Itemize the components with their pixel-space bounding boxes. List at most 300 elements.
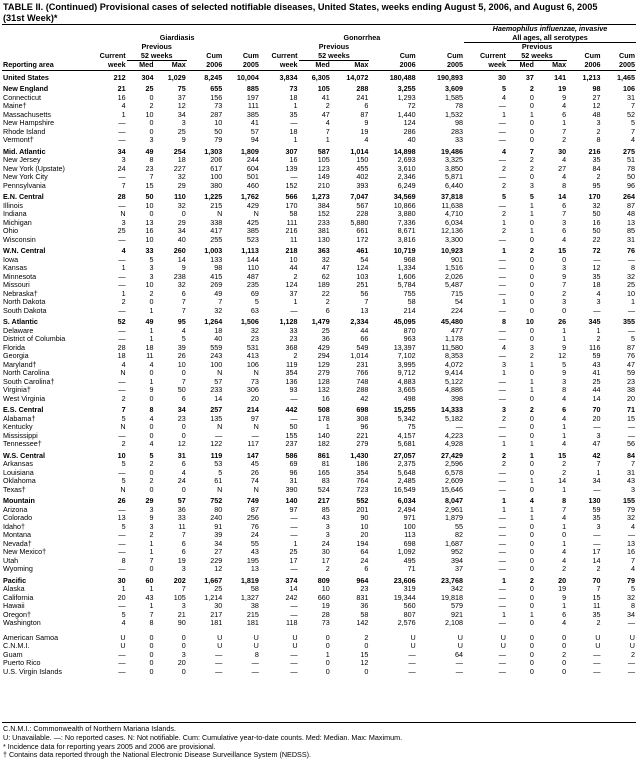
value-cell: 72 bbox=[407, 102, 416, 110]
value-cell: 0 bbox=[149, 485, 154, 494]
value-cell: 0 bbox=[529, 264, 534, 272]
value-cell: 2 bbox=[596, 619, 601, 627]
value-cell: 5 bbox=[501, 84, 506, 93]
value-cell: 34 bbox=[177, 227, 186, 235]
value-cell: 19 bbox=[177, 556, 186, 565]
value-cell: 3 bbox=[529, 343, 534, 352]
value-cell: — bbox=[290, 306, 298, 315]
value-cell: 14 bbox=[289, 585, 298, 593]
value-cell: 549 bbox=[356, 343, 369, 352]
value-cell: 10 bbox=[145, 201, 154, 210]
value-cell: 20 bbox=[360, 531, 369, 539]
value-cell: 54 bbox=[454, 298, 463, 306]
value-cell: 19,486 bbox=[441, 146, 463, 156]
value-cell: 4,710 bbox=[444, 210, 463, 218]
table-row bbox=[2, 494, 636, 506]
value-cell: 25 bbox=[145, 84, 154, 93]
value-cell: 75 bbox=[407, 423, 416, 431]
value-cell: 18 bbox=[289, 93, 298, 102]
value-cell: 243 bbox=[210, 352, 223, 360]
table-row bbox=[2, 298, 636, 307]
value-cell: 7 bbox=[121, 405, 126, 414]
med-label: Med bbox=[299, 61, 331, 71]
value-cell: 117 bbox=[247, 440, 259, 448]
value-cell: 1 bbox=[293, 102, 298, 110]
value-cell: 1,585 bbox=[444, 93, 463, 102]
table-row bbox=[2, 335, 636, 344]
value-cell: 579 bbox=[450, 602, 463, 610]
value-cell: 4 bbox=[529, 496, 534, 505]
value-cell: — bbox=[118, 326, 126, 335]
value-cell: 1 bbox=[562, 602, 567, 610]
value-cell: 1 bbox=[501, 246, 506, 255]
value-cell: 260 bbox=[173, 246, 186, 255]
value-cell: 2 bbox=[121, 440, 126, 448]
value-cell: 4 bbox=[501, 93, 506, 102]
value-cell: 587 bbox=[317, 146, 330, 156]
value-cell: U bbox=[292, 632, 298, 642]
value-cell: 2 bbox=[501, 227, 506, 235]
value-cell: 23 bbox=[627, 377, 635, 386]
value-cell: — bbox=[290, 667, 298, 676]
table-row bbox=[2, 352, 636, 361]
value-cell: 45 bbox=[250, 460, 259, 468]
value-cell: 1,303 bbox=[204, 146, 223, 156]
value-cell: 8,245 bbox=[204, 72, 223, 82]
value-cell: 1 bbox=[529, 386, 534, 394]
value-cell: 124 bbox=[403, 119, 416, 127]
value-cell: 0 bbox=[562, 306, 567, 315]
value-cell: 6 bbox=[562, 110, 567, 119]
value-cell: 34 bbox=[592, 477, 601, 485]
value-cell: 12 bbox=[558, 352, 567, 360]
value-cell: N bbox=[253, 369, 259, 377]
value-cell: 4,072 bbox=[444, 360, 463, 369]
value-cell: 1 bbox=[562, 431, 567, 440]
value-cell: 244 bbox=[246, 156, 259, 164]
value-cell: 1 bbox=[562, 485, 567, 494]
table-row bbox=[2, 628, 636, 643]
value-cell: — bbox=[290, 602, 298, 610]
value-cell: 5 bbox=[254, 298, 259, 306]
value-cell: — bbox=[118, 235, 126, 244]
value-cell: 0 bbox=[562, 642, 567, 650]
value-cell: — bbox=[118, 650, 126, 659]
value-cell: 16 bbox=[289, 156, 298, 164]
value-cell: — bbox=[498, 377, 506, 386]
value-cell: 1 bbox=[149, 539, 154, 548]
table-row bbox=[2, 557, 636, 566]
group-haemophilus bbox=[464, 25, 636, 34]
reporting-area-cell: Idaho† bbox=[3, 522, 25, 531]
value-cell: 128 bbox=[317, 377, 330, 386]
value-cell: 41 bbox=[592, 369, 601, 377]
value-cell: 287 bbox=[210, 110, 223, 119]
reporting-area-cell: New Hampshire bbox=[3, 119, 55, 127]
value-cell: — bbox=[627, 659, 635, 667]
value-cell: 3 bbox=[149, 505, 154, 514]
value-cell: 2 bbox=[631, 650, 635, 659]
value-cell: 384 bbox=[317, 201, 330, 210]
value-cell: 23 bbox=[145, 164, 154, 173]
value-cell: 152 bbox=[317, 210, 330, 218]
value-cell: — bbox=[118, 602, 126, 610]
value-cell: — bbox=[498, 127, 506, 136]
value-cell: 34,569 bbox=[393, 192, 416, 201]
value-cell: 30 bbox=[558, 146, 567, 156]
reporting-area-cell: Washington bbox=[3, 619, 41, 627]
value-cell: 124 bbox=[285, 281, 298, 289]
group-haemophilus-label: Haemophilus influenzae, invasive bbox=[492, 24, 608, 33]
value-cell: — bbox=[118, 281, 126, 289]
value-cell: 354 bbox=[285, 369, 298, 377]
value-cell: 2 bbox=[149, 102, 154, 110]
value-cell: 170 bbox=[285, 201, 298, 210]
value-cell: 1,819 bbox=[240, 575, 259, 585]
table-row bbox=[2, 540, 636, 549]
value-cell: 43 bbox=[627, 477, 635, 485]
value-cell: U bbox=[253, 642, 259, 650]
table-row bbox=[2, 548, 636, 557]
value-cell: — bbox=[290, 659, 298, 667]
value-cell: — bbox=[498, 235, 506, 244]
table-row bbox=[2, 602, 636, 611]
value-cell: 32 bbox=[627, 272, 635, 281]
value-cell: 96 bbox=[627, 181, 635, 190]
value-cell: 3 bbox=[325, 531, 330, 539]
value-cell: — bbox=[498, 619, 506, 627]
value-cell: 32 bbox=[321, 255, 330, 264]
value-cell: 9 bbox=[562, 369, 567, 377]
value-cell: 73 bbox=[289, 84, 298, 93]
reporting-area-cell: New York City bbox=[3, 173, 48, 181]
value-cell: 715 bbox=[450, 289, 463, 298]
value-cell: 11,580 bbox=[441, 343, 463, 352]
value-cell: 342 bbox=[450, 585, 463, 593]
value-cell: 29 bbox=[177, 218, 186, 227]
value-cell: 385 bbox=[246, 110, 259, 119]
value-cell: 870 bbox=[403, 326, 416, 335]
value-cell: — bbox=[455, 667, 463, 676]
value-cell: 1,003 bbox=[204, 246, 223, 255]
value-cell: 6,249 bbox=[397, 181, 416, 190]
cum-label: Cum bbox=[584, 51, 601, 60]
footnote-provisional: * Incidence data for reporting years 2005 and 2006 are provisional. bbox=[3, 741, 216, 751]
value-cell: 0 bbox=[529, 522, 534, 531]
value-cell: 283 bbox=[450, 127, 463, 136]
value-cell: 655 bbox=[210, 84, 223, 93]
value-cell: 7,047 bbox=[350, 192, 369, 201]
footnote-legend: U: Unavailable. —: No reported cases. N: Not notifiable. Cum: Cumulative year-to-date counts. Med: Median. Max: Maximum. bbox=[3, 732, 403, 742]
value-cell: — bbox=[627, 431, 635, 440]
value-cell: 19 bbox=[360, 127, 369, 136]
value-cell: 12 bbox=[592, 264, 601, 272]
value-cell: 6 bbox=[181, 460, 186, 468]
value-cell: 110 bbox=[247, 264, 259, 272]
value-cell: 3 bbox=[181, 602, 186, 610]
reporting-area-cell: Colorado bbox=[3, 514, 33, 522]
value-cell: 288 bbox=[356, 84, 369, 93]
value-cell: 0 bbox=[529, 235, 534, 244]
value-cell: 6 bbox=[364, 102, 369, 110]
value-cell: 90 bbox=[177, 619, 186, 627]
value-cell: 3 bbox=[149, 522, 154, 531]
value-cell: 136 bbox=[285, 377, 298, 386]
value-cell: 21 bbox=[117, 84, 126, 93]
value-cell: 12,136 bbox=[441, 227, 463, 235]
value-cell: 95 bbox=[592, 181, 601, 190]
value-cell: 182 bbox=[317, 440, 330, 448]
value-cell: 0 bbox=[529, 460, 534, 468]
value-cell: U bbox=[410, 632, 416, 642]
value-cell: 18 bbox=[177, 156, 186, 164]
reporting-area-cell: West Virginia bbox=[3, 394, 46, 403]
value-cell: U bbox=[253, 632, 259, 642]
reporting-area-cell: Indiana bbox=[3, 210, 27, 218]
value-cell: 59 bbox=[592, 505, 601, 514]
value-cell: 0 bbox=[181, 642, 186, 650]
value-cell: 2,026 bbox=[444, 272, 463, 281]
table-row bbox=[2, 469, 636, 478]
value-cell: 71 bbox=[407, 565, 416, 573]
weeks52-label: 52 weeks bbox=[127, 52, 187, 61]
table-row bbox=[2, 236, 636, 245]
value-cell: 4 bbox=[181, 468, 186, 477]
value-cell: 964 bbox=[356, 575, 369, 585]
value-cell: 20 bbox=[117, 593, 126, 602]
value-cell: 9 bbox=[562, 343, 567, 352]
value-cell: 2,961 bbox=[444, 505, 463, 514]
value-cell: — bbox=[455, 423, 463, 431]
year-2006-label: 2006 bbox=[187, 61, 224, 71]
value-cell: 97 bbox=[250, 414, 259, 423]
value-cell: 130 bbox=[317, 235, 330, 244]
value-cell: 5,880 bbox=[350, 218, 369, 227]
value-cell: 393 bbox=[356, 181, 369, 190]
value-cell: — bbox=[498, 539, 506, 548]
value-cell: 1 bbox=[529, 505, 534, 514]
value-cell: 141 bbox=[554, 72, 567, 82]
value-cell: 190,893 bbox=[437, 72, 463, 82]
value-cell: 70 bbox=[592, 575, 601, 585]
value-cell: 15 bbox=[360, 650, 369, 659]
value-cell: — bbox=[290, 531, 298, 539]
value-cell: 132 bbox=[317, 386, 330, 394]
value-cell: — bbox=[498, 264, 506, 272]
value-cell: — bbox=[498, 593, 506, 602]
value-cell: 57 bbox=[177, 496, 186, 505]
value-cell: 6,034 bbox=[397, 496, 416, 505]
value-cell: 40 bbox=[407, 136, 416, 144]
value-cell: 24 bbox=[177, 477, 186, 485]
value-cell: 3 bbox=[529, 181, 534, 190]
value-cell: 106 bbox=[246, 360, 259, 369]
value-cell: 227 bbox=[173, 164, 186, 173]
value-cell: 13 bbox=[627, 539, 635, 548]
value-cell: 0 bbox=[149, 565, 154, 573]
value-cell: 54 bbox=[360, 255, 369, 264]
value-cell: 8,353 bbox=[444, 352, 463, 360]
value-cell: 8 bbox=[562, 386, 567, 394]
value-cell: — bbox=[498, 335, 506, 343]
value-cell: 15 bbox=[592, 593, 601, 602]
value-cell: 41 bbox=[321, 93, 330, 102]
med-label: Med bbox=[127, 61, 155, 71]
reporting-area-cell: Mississippi bbox=[3, 431, 38, 440]
value-cell: 8 bbox=[254, 650, 259, 659]
table-body bbox=[2, 70, 636, 676]
value-cell: 0 bbox=[149, 298, 154, 306]
value-cell: 206 bbox=[210, 156, 223, 164]
reporting-area-cell: Maryland† bbox=[3, 360, 37, 369]
value-cell: 7 bbox=[562, 505, 567, 514]
value-cell: 257 bbox=[210, 405, 223, 414]
value-cell: 2 bbox=[562, 289, 567, 298]
value-cell: 2 bbox=[529, 246, 534, 255]
value-cell: — bbox=[290, 119, 298, 127]
value-cell: 181 bbox=[246, 619, 259, 627]
value-cell: 567 bbox=[356, 201, 369, 210]
value-cell: 4 bbox=[562, 556, 567, 565]
table-row bbox=[2, 327, 636, 336]
value-cell: 9 bbox=[562, 593, 567, 602]
value-cell: 4 bbox=[501, 146, 506, 156]
value-cell: 170 bbox=[588, 192, 601, 201]
value-cell: 55 bbox=[250, 539, 259, 548]
value-cell: 144 bbox=[246, 255, 259, 264]
value-cell: 1 bbox=[121, 585, 126, 593]
value-cell: 28 bbox=[117, 192, 126, 201]
value-cell: 279 bbox=[317, 369, 330, 377]
value-cell: 338 bbox=[210, 218, 223, 227]
value-cell: 531 bbox=[246, 343, 259, 352]
value-cell: 84 bbox=[592, 164, 601, 173]
value-cell: 3 bbox=[325, 522, 330, 531]
value-cell: 0 bbox=[529, 127, 534, 136]
value-cell: — bbox=[251, 431, 259, 440]
group-giardiasis-name: Giardiasis bbox=[159, 33, 195, 42]
value-cell: 10,719 bbox=[393, 246, 416, 255]
value-cell: — bbox=[498, 386, 506, 394]
value-cell: 2,596 bbox=[444, 460, 463, 468]
value-cell: 2 bbox=[529, 575, 534, 585]
value-cell: N bbox=[253, 423, 259, 431]
value-cell: 14 bbox=[177, 255, 186, 264]
value-cell: 23,606 bbox=[393, 575, 416, 585]
value-cell: 75 bbox=[177, 84, 186, 93]
value-cell: 32 bbox=[250, 326, 259, 335]
value-cell: 3 bbox=[181, 119, 186, 127]
value-cell: 7 bbox=[181, 298, 186, 306]
value-cell: 37 bbox=[454, 565, 463, 573]
value-cell: — bbox=[118, 255, 126, 264]
value-cell: 23,768 bbox=[441, 575, 463, 585]
table-row bbox=[2, 386, 636, 395]
value-cell: 306 bbox=[246, 386, 259, 394]
value-cell: 0 bbox=[149, 93, 154, 102]
reporting-area-cell: E.S. Central bbox=[3, 405, 44, 414]
value-cell: 16,549 bbox=[393, 485, 416, 494]
value-cell: 2 bbox=[501, 164, 506, 173]
table-row bbox=[2, 523, 636, 532]
value-cell: 87 bbox=[627, 201, 635, 210]
value-cell: — bbox=[118, 531, 126, 539]
value-cell: 30 bbox=[214, 602, 223, 610]
table-row bbox=[2, 244, 636, 256]
table-row bbox=[2, 202, 636, 211]
value-cell: 3 bbox=[181, 650, 186, 659]
value-cell: 78 bbox=[627, 164, 635, 173]
value-cell: 3 bbox=[501, 360, 506, 369]
value-cell: 4 bbox=[562, 394, 567, 403]
value-cell: 1,532 bbox=[444, 110, 463, 119]
value-cell: 1 bbox=[149, 585, 154, 593]
value-cell: 97 bbox=[289, 505, 298, 514]
value-cell: 130 bbox=[588, 496, 601, 505]
value-cell: 19 bbox=[321, 602, 330, 610]
value-cell: 3 bbox=[149, 264, 154, 272]
value-cell: 2 bbox=[529, 352, 534, 360]
value-cell: 48 bbox=[592, 110, 601, 119]
value-cell: 5 bbox=[631, 585, 635, 593]
value-cell: 5 bbox=[631, 119, 635, 127]
value-cell: U bbox=[595, 642, 601, 650]
value-cell: — bbox=[455, 659, 463, 667]
value-cell: 25 bbox=[214, 585, 223, 593]
value-cell: — bbox=[498, 119, 506, 127]
value-cell: 26 bbox=[250, 468, 259, 477]
value-cell: 231 bbox=[356, 360, 369, 369]
reporting-area-cell: Pacific bbox=[3, 575, 27, 585]
group-haemophilus-subtitle: All ages, all serotypes bbox=[464, 34, 636, 43]
year-2006-label: 2006 bbox=[369, 61, 416, 71]
value-cell: 0 bbox=[364, 667, 369, 676]
value-cell: 7 bbox=[149, 610, 154, 619]
value-cell: 455 bbox=[356, 164, 369, 173]
value-cell: 12 bbox=[177, 440, 186, 448]
value-cell: 1 bbox=[562, 539, 567, 548]
value-cell: — bbox=[498, 289, 506, 298]
value-cell: 58 bbox=[407, 298, 416, 306]
reporting-area-cell: Vermont† bbox=[3, 136, 34, 144]
value-cell: 38 bbox=[627, 386, 635, 394]
value-cell: 195 bbox=[246, 556, 259, 565]
value-cell: 1,465 bbox=[617, 72, 635, 82]
value-cell: 58 bbox=[289, 210, 298, 218]
value-cell: 14,333 bbox=[441, 405, 463, 414]
value-cell: 37 bbox=[177, 93, 186, 102]
value-cell: 6 bbox=[181, 289, 186, 298]
reporting-area-cell: Nevada† bbox=[3, 539, 32, 548]
value-cell: 19 bbox=[558, 84, 567, 93]
value-cell: 3,665 bbox=[397, 386, 416, 394]
reporting-area-cell: Minnesota bbox=[3, 272, 37, 281]
value-cell: — bbox=[118, 659, 126, 667]
value-cell: 1 bbox=[562, 326, 567, 335]
value-cell: 103 bbox=[356, 272, 369, 281]
value-cell: 617 bbox=[210, 164, 223, 173]
value-cell: 442 bbox=[285, 405, 298, 414]
reporting-area-cell: W.N. Central bbox=[3, 246, 46, 255]
value-cell: — bbox=[498, 201, 506, 210]
reporting-area-cell: Guam bbox=[3, 650, 23, 659]
value-cell: U bbox=[629, 632, 635, 642]
value-cell: 0 bbox=[529, 667, 534, 676]
value-cell: — bbox=[593, 659, 601, 667]
value-cell: 0 bbox=[529, 136, 534, 144]
week-label: week bbox=[464, 61, 507, 71]
value-cell: 33 bbox=[289, 326, 298, 335]
